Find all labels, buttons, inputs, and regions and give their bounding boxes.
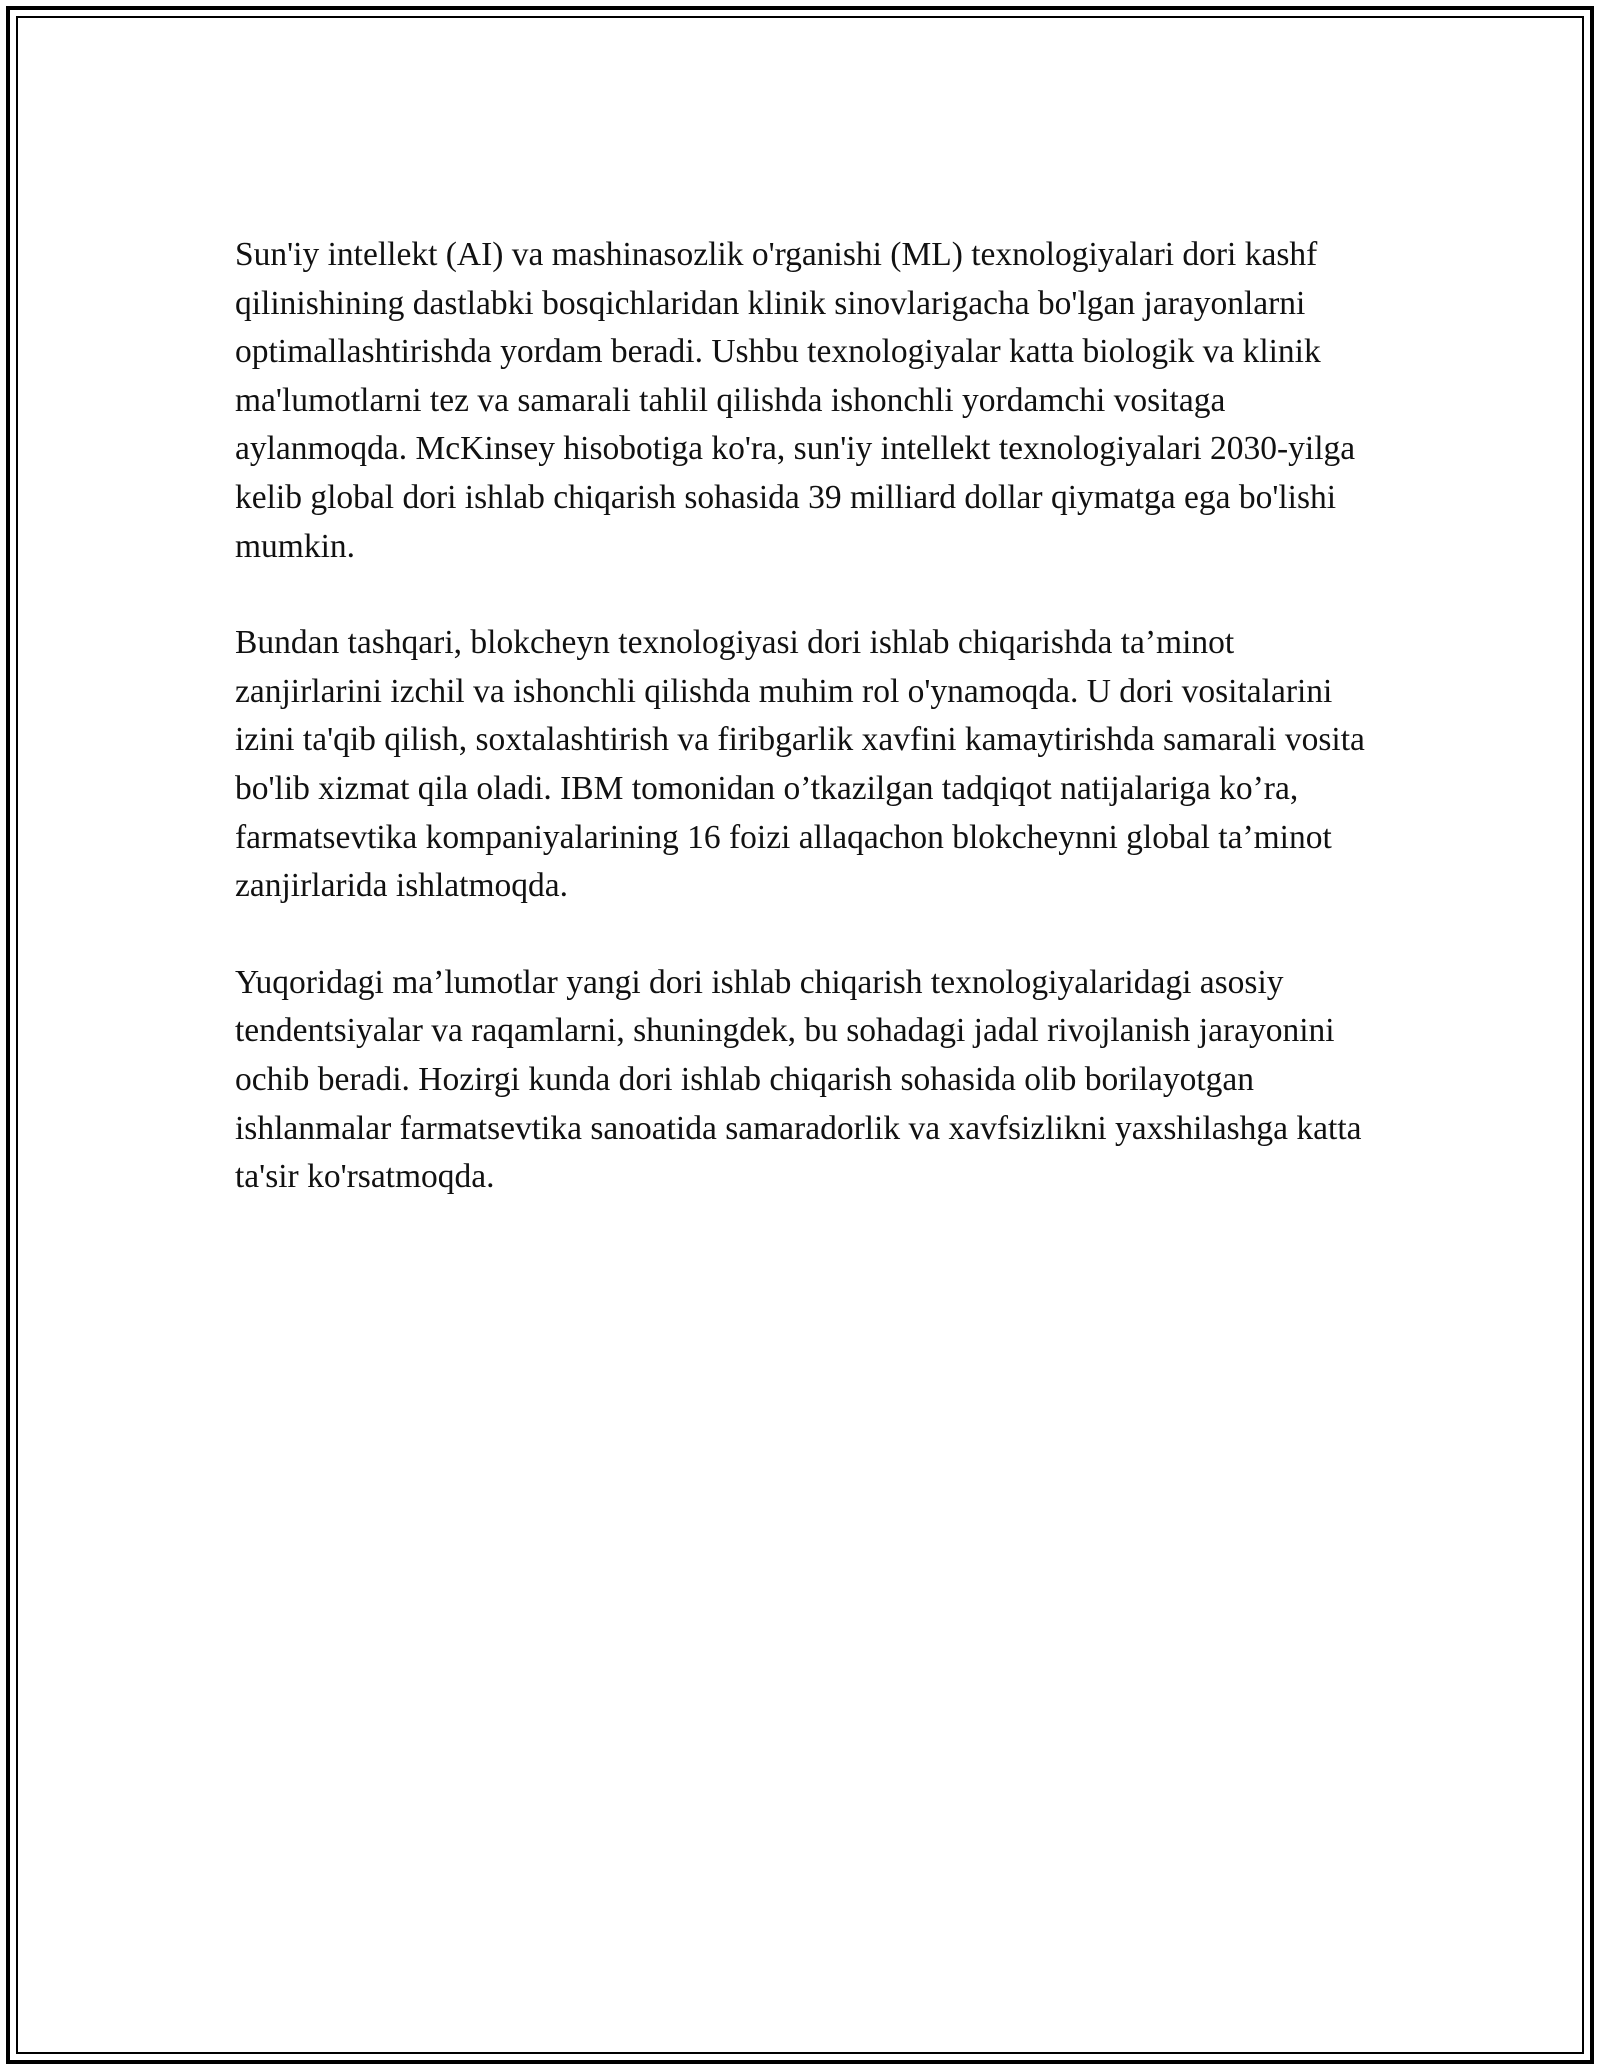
paragraph-ai-ml: Sun'iy intellekt (AI) va mashinasozlik o'rganishi (ML) texnologiyalari dori kashf qilinishining dastlabki bosqichlaridan klinik sinovlarigacha bo'lgan jarayonlarni optimallashtirishda yordam beradi. Ushbu texnologiyalar katta biologik va klinik ma'lumotlarni tez va samarali tahlil qilishda ishonchli yordamchi vositaga aylanmoqda. McKinsey hisobotiga ko'ra, sun'iy intellekt texnologiyalari 2030-yilga kelib global dori ishlab chiqarish sohasida 39 milliard dollar qiymatga ega bo'lishi mumkin. (235, 236, 1356, 565)
paragraph-blockchain: Bundan tashqari, blokcheyn texnologiyasi dori ishlab chiqarishda ta’minot zanjirlarini izchil va ishonchli qilishda muhim rol o'ynamoqda. U dori vositalarini izini ta'qib qilish, soxtalashtirish va firibgarlik xavfini kamaytirishda samarali vosita bo'lib xizmat qila oladi. IBM tomonidan o’tkazilgan tadqiqot natijalariga ko’ra, farmatsevtika kompaniyalarining 16 foizi allaqachon blokcheynni global ta’minot zanjirlarida ishlatmoqda. (235, 624, 1365, 905)
paragraph-conclusion: Yuqoridagi ma’lumotlar yangi dori ishlab chiqarish texnologiyalaridagi asosiy tendentsiyalar va raqamlarni, shuningdek, bu sohadagi jadal rivojlanish jarayonini ochib beradi. Hozirgi kunda dori ishlab chiqarish sohasida olib borilayotgan ishlanmalar farmatsevtika sanoatida samaradorlik va xavfsizlikni yaxshilashga katta ta'sir ko'rsatmoqda. (235, 963, 1362, 1196)
document-body (235, 231, 1370, 1250)
